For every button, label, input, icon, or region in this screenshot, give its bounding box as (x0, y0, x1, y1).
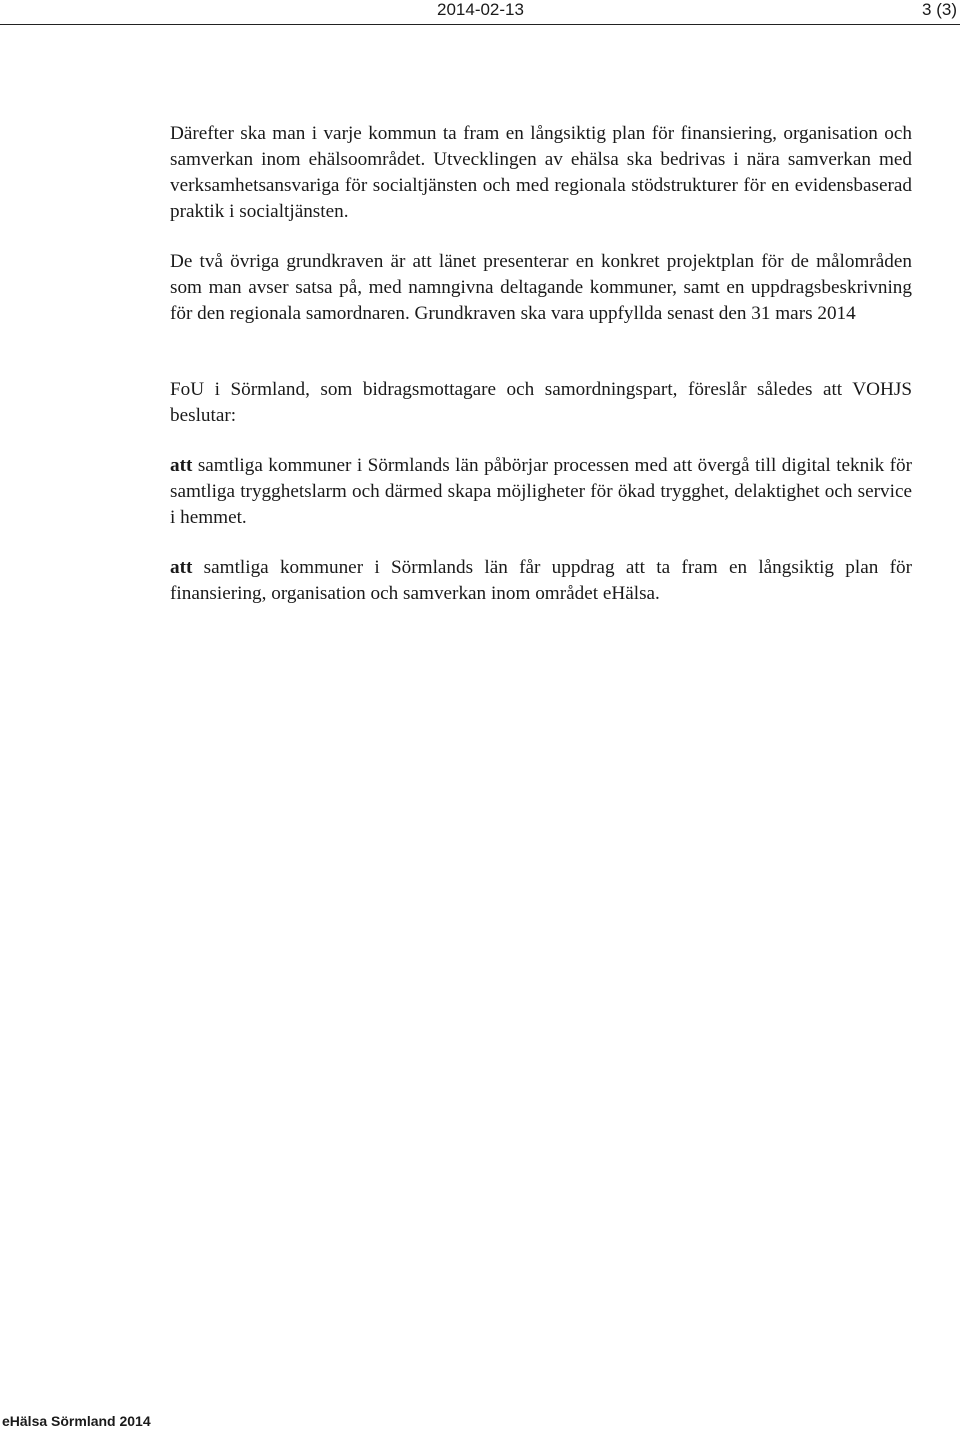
paragraph-financing-plan: Därefter ska man i varje kommun ta fram en långsiktig plan för finansiering, organisation och samverkan inom ehälsoområdet. Utvecklingen av ehälsa ska bedrivas i nära samverkan med verksamhetsansvariga för socialtjänsten och med regionala stödstrukturer för en evidensbaserad praktik i socialtjänsten. (170, 123, 912, 222)
paragraph-proposal-intro: FoU i Sörmland, som bidragsmottagare och samordningspart, föreslår således att VOHJS beslutar: (170, 379, 912, 426)
page-header (0, 0, 960, 25)
decision-keyword: att (170, 557, 193, 578)
decision-text: samtliga kommuner i Sörmlands län påbörjar processen med att övergå till digital teknik för samtliga trygghetslarm och därmed skapa möjligheter för ökad trygghet, delaktighet och service i hemmet. (170, 455, 912, 528)
document-body (170, 121, 912, 607)
decision-text: samtliga kommuner i Sörmlands län får uppdrag att ta fram en långsiktig plan för finansiering, organisation och samverkan inom området eHälsa. (170, 557, 912, 604)
decision-keyword: att (170, 455, 193, 476)
paragraph-basic-requirements: De två övriga grundkraven är att länet presenterar en konkret projektplan för de målområden som man avser satsa på, med namngivna deltagande kommuner, samt en uppdragsbeskrivning för den regionala samordnaren. Grundkraven ska vara uppfyllda senast den 31 mars 2014 (170, 251, 912, 324)
decision-item-digital-alarms (170, 453, 912, 531)
page-footer: eHälsa Sörmland 2014 (2, 1413, 151, 1429)
page-number: 3 (3) (922, 0, 957, 19)
decision-item-long-term-plan (170, 555, 912, 607)
header-date: 2014-02-13 (437, 0, 524, 19)
